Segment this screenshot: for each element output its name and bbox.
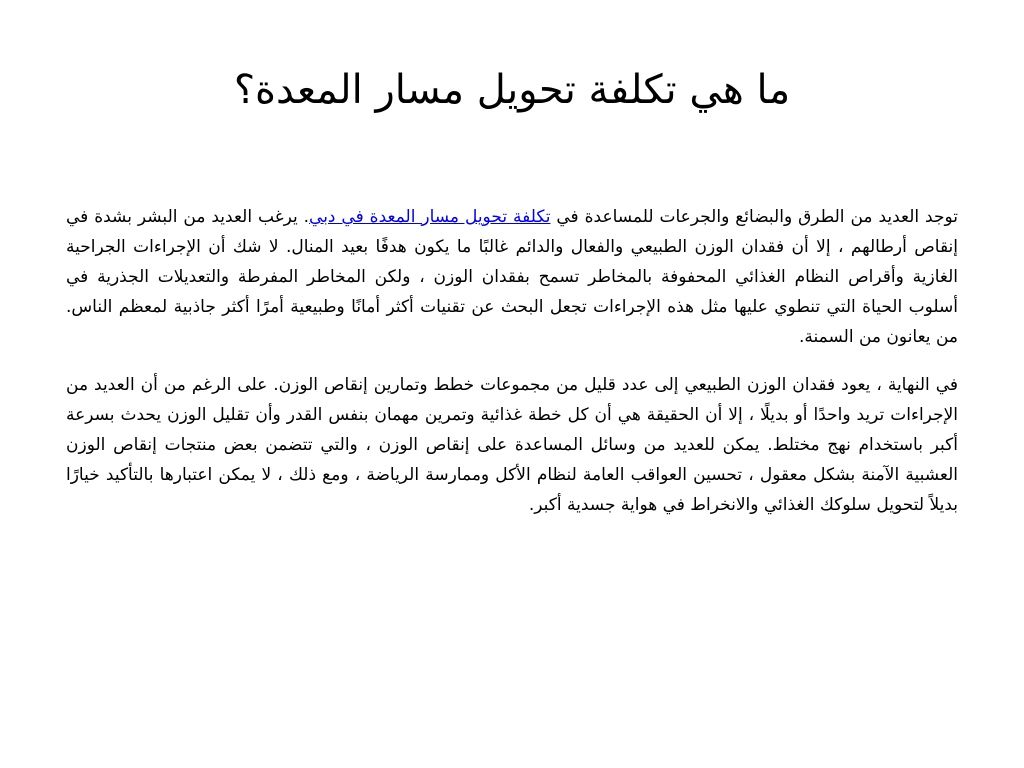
- paragraph-conclusion: في النهاية ، يعود فقدان الوزن الطبيعي إلى عدد قليل من مجموعات خطط وتمارين إنقاص الوزن. على الرغم من أن العديد من الإجراءات تريد واحدًا أو بديلًا ، إلا أن الحقيقة هي أن كل خطة غذائية وتمرين مهمان بنفس القدر وأن تقليل الوزن يحدث بسرعة أكبر باستخدام نهج مختلط. يمكن للعديد من وسائل المساعدة على إنقاص الوزن ، والتي تتضمن بعض منتجات إنقاص الوزن العشبية الآمنة بشكل معقول ، تحسين العواقب العامة لنظام الأكل وممارسة الرياضة ، ومع ذلك ، لا يمكن اعتبارها بالتأكيد خيارًا بديلاً لتحويل سلوكك الغذائي والانخراط في هواية جسدية أكبر.: [66, 375, 958, 515]
- paragraph-intro: [66, 202, 958, 352]
- slide-title: ما هي تكلفة تحويل مسار المعدة؟: [233, 67, 791, 113]
- gastric-bypass-cost-link[interactable]: تكلفة تحويل مسار المعدة في دبي: [309, 207, 551, 227]
- paragraph-intro-text-start: توجد العديد من الطرق والبضائع والجرعات للمساعدة في: [550, 207, 958, 227]
- paragraph-intro-text-end: . يرغب العديد من البشر بشدة في إنقاص أرطالهم ، إلا أن فقدان الوزن الطبيعي والفعال والدائم غالبًا ما يكون هدفًا بعيد المنال. لا شك أن الإجراءات الجراحية الغازية وأقراص النظام الغذائي المحفوفة بالمخاطر تسمح بفقدان الوزن ، ولكن المخاطر المفرطة والتعديلات الجذرية في أسلوب الحياة التي تنطوي عليها مثل هذه الإجراءات تجعل البحث عن تقنيات أكثر أمانًا وطبيعية أمرًا أكثر جاذبية لمعظم الناس. من يعانون من السمنة.: [66, 207, 958, 347]
- slide-body: [66, 202, 958, 538]
